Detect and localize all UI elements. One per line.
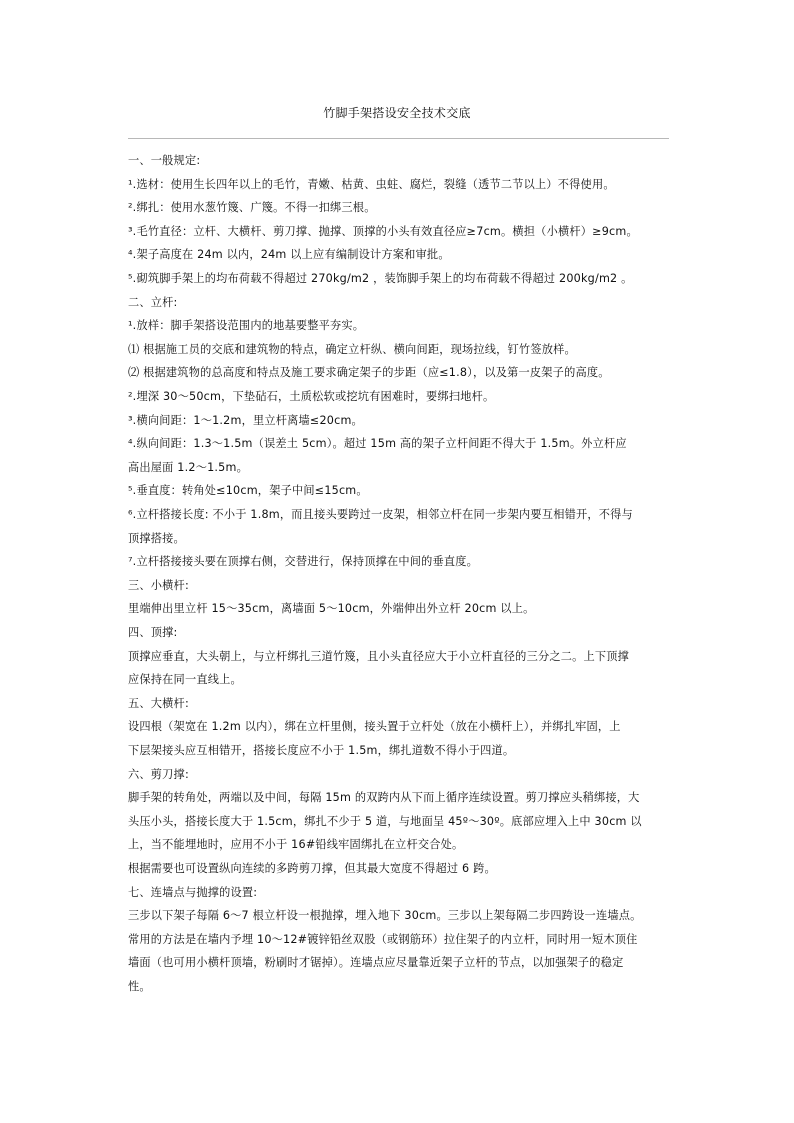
body-line: 顶撑搭接。 <box>128 531 185 545</box>
body-line: ².埋深 30～50cm，下垫砧石，土质松软或挖坑有困难时，要绑扫地杆。 <box>128 390 495 403</box>
body-line: 墙面（也可用小横杆顶墙，粉刷时才锯掉）。连墙点应尽量靠近架子立杆的节点，以加强架子的稳定 <box>128 956 624 970</box>
body-line: 应保持在同一直线上。 <box>128 673 242 687</box>
title-divider <box>128 138 669 139</box>
body-line: ⁵.砌筑脚手架上的均布荷载不得超过 270kg/m2 ，装饰脚手架上的均布荷载不得超过 200kg/m2 。 <box>128 272 633 285</box>
section-heading: 六、剪刀撑: <box>128 767 189 781</box>
body-line: ¹.选材：使用生长四年以上的毛竹，青嫩、枯黄、虫蛀、腐烂，裂缝（透节二节以上）不得使用。 <box>128 177 615 191</box>
body-line: 顶撑应垂直，大头朝上，与立杆绑扎三道竹篾，且小头直径应大于小立杆直径的三分之二。上下顶撑 <box>128 649 630 663</box>
section-heading: 二、立杆: <box>128 295 178 309</box>
body-line: 性。 <box>128 980 151 993</box>
body-line: 高出屋面 1.2～1.5m。 <box>128 460 248 474</box>
body-line: 头压小头，搭接长度大于 1.5cm，绑扎不少于 5 道，与地面呈 45º～30º。底部应埋入上中 30cm 以 <box>128 814 642 828</box>
section-heading: 五、大横杆: <box>128 696 189 710</box>
body-line: ¹.放样：脚手架搭设范围内的地基要整平夯实。 <box>128 319 365 333</box>
body-line: ⁴.架子高度在 24m 以内，24m 以上应有编制设计方案和审批。 <box>128 248 450 262</box>
body-line: 常用的方法是在墙内予埋 10～12#镀锌铅丝双股（或钢筋环）拉住架子的内立杆，同时用一短木顶住 <box>128 932 638 946</box>
body-line: 下层架接头应互相错开，搭接长度应不小于 1.5m，绑扎道数不得小于四道。 <box>128 744 515 757</box>
body-line: ⁶.立杆搭接长度: 不小于 1.8m，而且接头要跨过一皮架，相邻立杆在同一步架内要互相错开，不得与 <box>128 508 633 521</box>
body-line: ⁵.垂直度：转角处≤10cm，架子中间≤15cm。 <box>128 484 368 498</box>
body-line: 三步以下架子每隔 6～7 根立杆设一根抛撑，埋入地下 30cm。三步以上架每隔二步四跨设一连墙点。 <box>128 909 642 923</box>
body-line: ³.毛竹直径：立杆、大横杆、剪刀撑、抛撑、顶撑的小头有效直径应≥7cm。横担（小横杆）≥9cm。 <box>128 224 638 238</box>
body-line: 根据需要也可设置纵向连续的多跨剪刀撑，但其最大宽度不得超过 6 跨。 <box>128 862 496 875</box>
section-heading: 四、顶撑: <box>128 626 178 639</box>
body-line: 脚手架的转角处，两端以及中间，每隔 15m 的双跨内从下而上循序连续设置。剪刀撑应头稍绑接，大 <box>128 791 640 805</box>
section-heading: 七、连墙点与抛撑的设置: <box>128 885 258 899</box>
body-line: ⁷.立杆搭接接头要在顶撑右侧，交替进行，保持顶撑在中间的垂直度。 <box>128 555 479 569</box>
section-heading: 一、一般规定: <box>128 154 201 167</box>
body-line: ⁴.纵向间距：1.3～1.5m（误差土 5cm）。超过 15m 高的架子立杆间距不得大于 1.5m。外立杆应 <box>128 437 627 451</box>
body-line: 里端伸出里立杆 15～35cm，离墙面 5～10cm，外端伸出外立杆 20cm 以上。 <box>128 602 535 616</box>
body-line: 设四根（架宽在 1.2m 以内），绑在立杆里侧，接头置于立杆处（放在小横杆上），并绑扎牢固，上 <box>128 720 621 734</box>
body-line: ⑵ 根据建筑物的总高度和特点及施工要求确定架子的步距（应≤1.8），以及第一皮架子的高度。 <box>128 366 610 380</box>
body-line: ⑴ 根据施工员的交底和建筑物的特点，确定立杆纵、横向间距，现场拉线，钉竹签放样。 <box>128 342 576 356</box>
document-title: 竹脚手架搭设安全技术交底 <box>323 106 471 120</box>
body-line: ³.横向间距：1～1.2m，里立杆离墙≤20cm。 <box>128 413 363 427</box>
body-line: 上，当不能埋地时，应用不小于 16#铅线牢固绑扎在立杆交合处。 <box>128 838 464 852</box>
body-line: ².绑扎：使用水葱竹篾、广篾。不得一扣绑三根。 <box>128 201 376 215</box>
section-heading: 三、小横杆: <box>128 578 189 592</box>
